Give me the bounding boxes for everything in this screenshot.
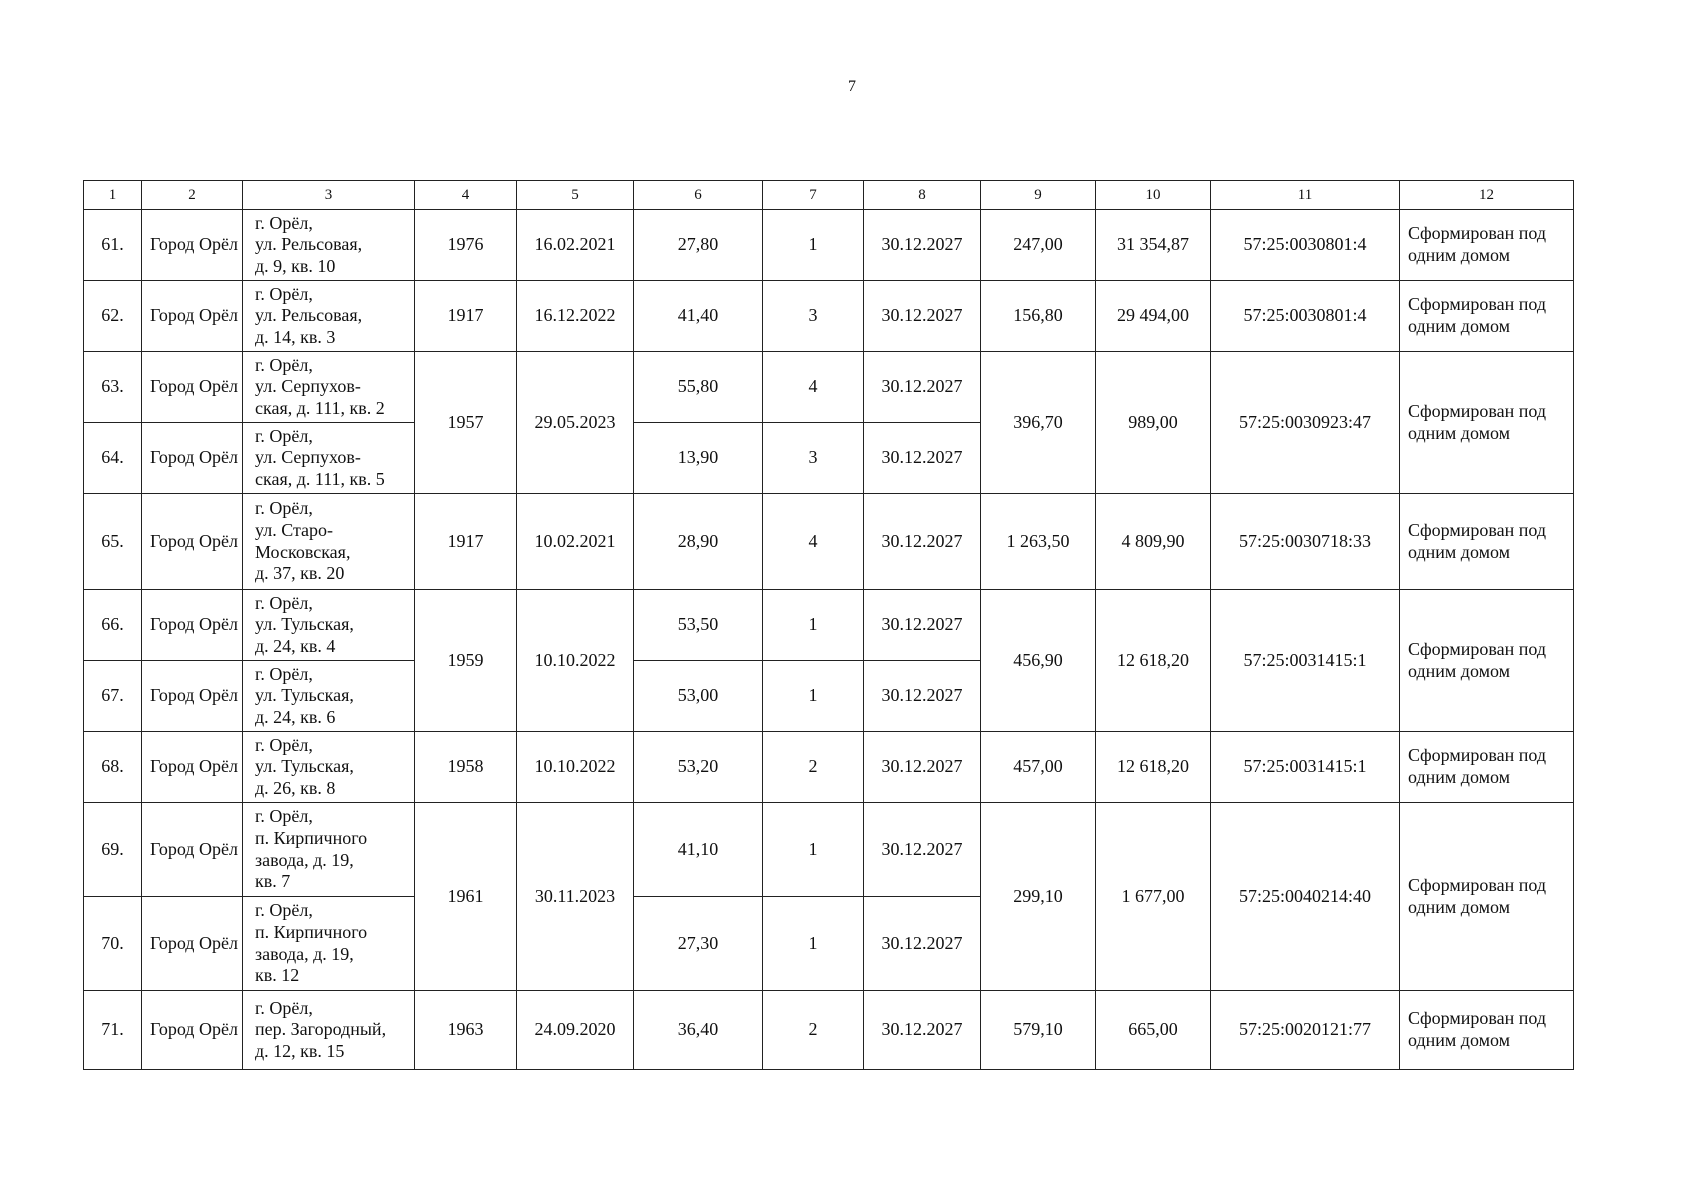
column-header: 2	[142, 181, 243, 210]
cadastral-number-cell: 57:25:0031415:1	[1211, 732, 1400, 803]
address-cell: г. Орёл, ул. Рельсовая, д. 14, кв. 3	[243, 281, 415, 352]
date-cell: 10.10.2022	[517, 732, 634, 803]
row-number: 62.	[84, 281, 142, 352]
address-cell: г. Орёл, ул. Тульская, д. 24, кв. 6	[243, 661, 415, 732]
page-number: 7	[848, 78, 856, 95]
year-cell: 1959	[415, 590, 517, 732]
column-header: 9	[981, 181, 1096, 210]
year-cell: 1961	[415, 803, 517, 991]
row-number: 69.	[84, 803, 142, 897]
land-area-cell: 4 809,90	[1096, 494, 1211, 590]
deadline-cell: 30.12.2027	[864, 590, 981, 661]
deadline-cell: 30.12.2027	[864, 352, 981, 423]
table-row	[84, 991, 1574, 1070]
area-cell: 28,90	[634, 494, 763, 590]
area-cell: 27,80	[634, 210, 763, 281]
land-area-cell: 12 618,20	[1096, 590, 1211, 732]
table-row	[84, 281, 1574, 352]
people-cell: 2	[763, 991, 864, 1070]
date-cell: 10.10.2022	[517, 590, 634, 732]
land-area-cell: 29 494,00	[1096, 281, 1211, 352]
deadline-cell: 30.12.2027	[864, 732, 981, 803]
date-cell: 16.02.2021	[517, 210, 634, 281]
header-row	[84, 181, 1574, 210]
locality-cell: Город Орёл	[142, 281, 243, 352]
column-header: 4	[415, 181, 517, 210]
table-row	[84, 494, 1574, 590]
year-cell: 1957	[415, 352, 517, 494]
locality-cell: Город Орёл	[142, 494, 243, 590]
people-cell: 1	[763, 590, 864, 661]
row-number: 63.	[84, 352, 142, 423]
house-area-cell: 1 263,50	[981, 494, 1096, 590]
area-cell: 41,10	[634, 803, 763, 897]
year-cell: 1976	[415, 210, 517, 281]
land-area-cell: 31 354,87	[1096, 210, 1211, 281]
cadastral-number-cell: 57:25:0031415:1	[1211, 590, 1400, 732]
area-cell: 27,30	[634, 897, 763, 991]
area-cell: 36,40	[634, 991, 763, 1070]
area-cell: 41,40	[634, 281, 763, 352]
locality-cell: Город Орёл	[142, 732, 243, 803]
cadastral-number-cell: 57:25:0030923:47	[1211, 352, 1400, 494]
date-cell: 24.09.2020	[517, 991, 634, 1070]
date-cell: 29.05.2023	[517, 352, 634, 494]
table-row	[84, 803, 1574, 897]
house-area-cell: 247,00	[981, 210, 1096, 281]
row-number: 66.	[84, 590, 142, 661]
status-cell: Сформирован под одним домом	[1400, 732, 1574, 803]
row-number: 70.	[84, 897, 142, 991]
locality-cell: Город Орёл	[142, 897, 243, 991]
column-header: 12	[1400, 181, 1574, 210]
deadline-cell: 30.12.2027	[864, 423, 981, 494]
house-area-cell: 299,10	[981, 803, 1096, 991]
address-cell: г. Орёл, ул. Тульская, д. 26, кв. 8	[243, 732, 415, 803]
table-row	[84, 210, 1574, 281]
locality-cell: Город Орёл	[142, 991, 243, 1070]
row-number: 61.	[84, 210, 142, 281]
cadastral-number-cell: 57:25:0030801:4	[1211, 281, 1400, 352]
table-row	[84, 732, 1574, 803]
house-area-cell: 396,70	[981, 352, 1096, 494]
people-cell: 4	[763, 352, 864, 423]
house-area-cell: 579,10	[981, 991, 1096, 1070]
house-area-cell: 456,90	[981, 590, 1096, 732]
year-cell: 1963	[415, 991, 517, 1070]
locality-cell: Город Орёл	[142, 803, 243, 897]
date-cell: 16.12.2022	[517, 281, 634, 352]
address-cell: г. Орёл, ул. Серпухов- ская, д. 111, кв. 2	[243, 352, 415, 423]
locality-cell: Город Орёл	[142, 352, 243, 423]
address-cell: г. Орёл, ул. Старо- Московская, д. 37, кв. 20	[243, 494, 415, 590]
people-cell: 2	[763, 732, 864, 803]
area-cell: 53,20	[634, 732, 763, 803]
status-cell: Сформирован под одним домом	[1400, 352, 1574, 494]
land-area-cell: 989,00	[1096, 352, 1211, 494]
status-cell: Сформирован под одним домом	[1400, 210, 1574, 281]
address-cell: г. Орёл, п. Кирпичного завода, д. 19, кв. 12	[243, 897, 415, 991]
area-cell: 53,50	[634, 590, 763, 661]
address-cell: г. Орёл, п. Кирпичного завода, д. 19, кв. 7	[243, 803, 415, 897]
column-header: 1	[84, 181, 142, 210]
address-cell: г. Орёл, пер. Загородный, д. 12, кв. 15	[243, 991, 415, 1070]
locality-cell: Город Орёл	[142, 210, 243, 281]
column-header: 10	[1096, 181, 1211, 210]
address-cell: г. Орёл, ул. Тульская, д. 24, кв. 4	[243, 590, 415, 661]
year-cell: 1958	[415, 732, 517, 803]
land-area-cell: 12 618,20	[1096, 732, 1211, 803]
status-cell: Сформирован под одним домом	[1400, 281, 1574, 352]
table-row	[84, 590, 1574, 661]
cadastral-number-cell: 57:25:0020121:77	[1211, 991, 1400, 1070]
people-cell: 1	[763, 210, 864, 281]
row-number: 68.	[84, 732, 142, 803]
address-cell: г. Орёл, ул. Рельсовая, д. 9, кв. 10	[243, 210, 415, 281]
row-number: 64.	[84, 423, 142, 494]
column-header: 11	[1211, 181, 1400, 210]
year-cell: 1917	[415, 494, 517, 590]
people-cell: 3	[763, 281, 864, 352]
house-area-cell: 156,80	[981, 281, 1096, 352]
deadline-cell: 30.12.2027	[864, 803, 981, 897]
date-cell: 30.11.2023	[517, 803, 634, 991]
cadastral-number-cell: 57:25:0030801:4	[1211, 210, 1400, 281]
address-cell: г. Орёл, ул. Серпухов- ская, д. 111, кв. 5	[243, 423, 415, 494]
land-area-cell: 665,00	[1096, 991, 1211, 1070]
locality-cell: Город Орёл	[142, 590, 243, 661]
row-number: 65.	[84, 494, 142, 590]
status-cell: Сформирован под одним домом	[1400, 590, 1574, 732]
status-cell: Сформирован под одним домом	[1400, 803, 1574, 991]
house-area-cell: 457,00	[981, 732, 1096, 803]
column-header: 8	[864, 181, 981, 210]
date-cell: 10.02.2021	[517, 494, 634, 590]
deadline-cell: 30.12.2027	[864, 281, 981, 352]
people-cell: 1	[763, 803, 864, 897]
people-cell: 1	[763, 661, 864, 732]
status-cell: Сформирован под одним домом	[1400, 494, 1574, 590]
locality-cell: Город Орёл	[142, 423, 243, 494]
status-cell: Сформирован под одним домом	[1400, 991, 1574, 1070]
area-cell: 13,90	[634, 423, 763, 494]
row-number: 71.	[84, 991, 142, 1070]
people-cell: 3	[763, 423, 864, 494]
year-cell: 1917	[415, 281, 517, 352]
area-cell: 53,00	[634, 661, 763, 732]
land-area-cell: 1 677,00	[1096, 803, 1211, 991]
deadline-cell: 30.12.2027	[864, 210, 981, 281]
column-header: 7	[763, 181, 864, 210]
people-cell: 4	[763, 494, 864, 590]
deadline-cell: 30.12.2027	[864, 494, 981, 590]
table-row	[84, 352, 1574, 423]
cadastral-number-cell: 57:25:0040214:40	[1211, 803, 1400, 991]
column-header: 5	[517, 181, 634, 210]
row-number: 67.	[84, 661, 142, 732]
column-header: 6	[634, 181, 763, 210]
locality-cell: Город Орёл	[142, 661, 243, 732]
housing-registry-table	[83, 180, 1574, 1070]
deadline-cell: 30.12.2027	[864, 897, 981, 991]
area-cell: 55,80	[634, 352, 763, 423]
people-cell: 1	[763, 897, 864, 991]
deadline-cell: 30.12.2027	[864, 991, 981, 1070]
deadline-cell: 30.12.2027	[864, 661, 981, 732]
cadastral-number-cell: 57:25:0030718:33	[1211, 494, 1400, 590]
column-header: 3	[243, 181, 415, 210]
